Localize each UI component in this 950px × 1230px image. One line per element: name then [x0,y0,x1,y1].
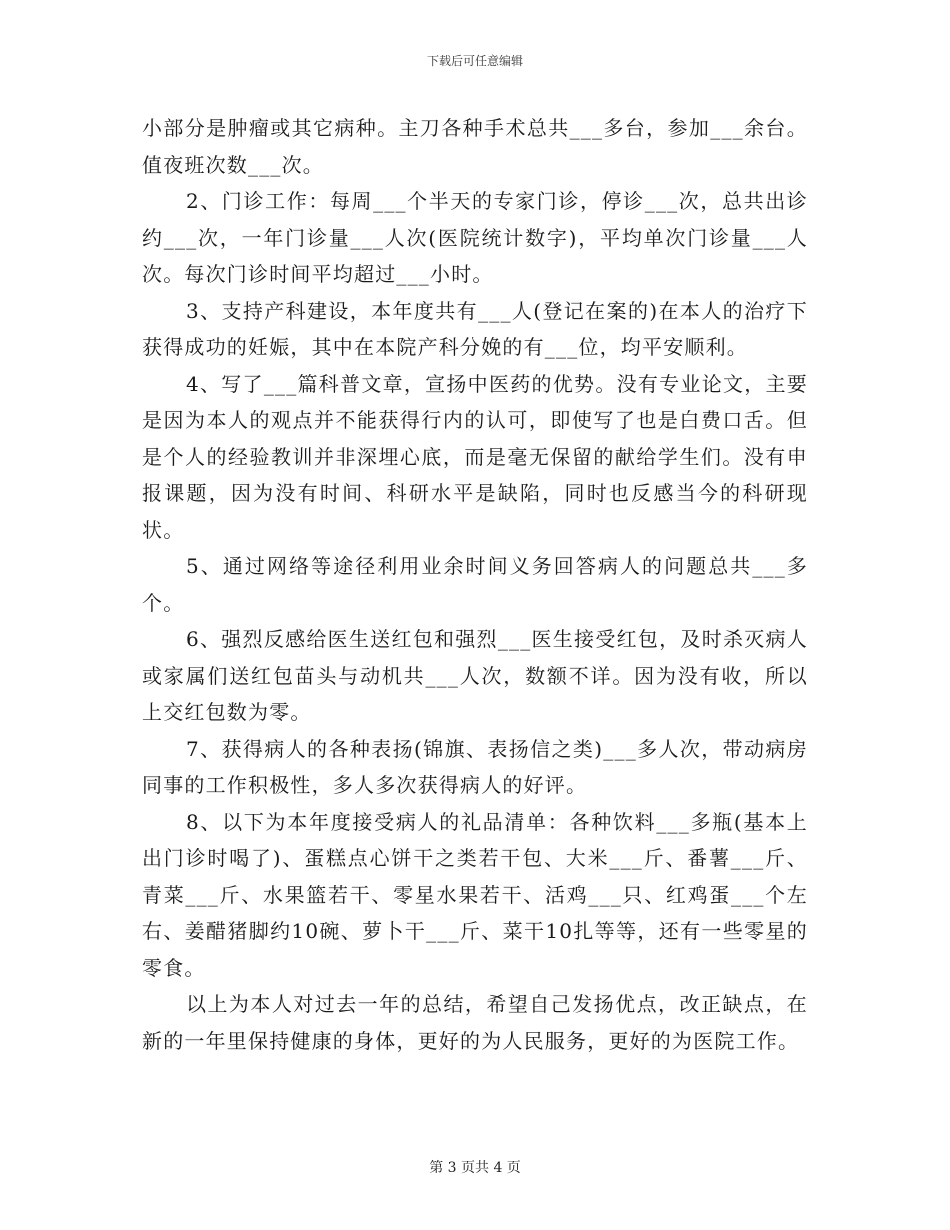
paragraph-item-4: 4、写了___篇科普文章，宣扬中医药的优势。没有专业论文，主要是因为本人的观点并不能获得行内的认可，即使写了也是白费口舌。但是个人的经验教训并非深埋心底，而是毫无保留的献给学生们。没有申报课题，因为没有时间、科研水平是缺陷，同时也反感当今的科研现状。 [142,371,808,542]
paragraph-item-6: 6、强烈反感给医生送红包和强烈___医生接受红包，及时杀灭病人或家属们送红包苗头与动机共___人次，数额不详。因为没有收，所以上交红包数为零。 [142,627,808,724]
paragraph-item-7: 7、获得病人的各种表扬(锦旗、表扬信之类)___多人次，带动病房同事的工作积极性，多人多次获得病人的好评。 [142,736,808,797]
paragraph-item-5: 5、通过网络等途径利用业余时间义务回答病人的问题总共___多个。 [142,554,808,615]
page-footer: 第 3 页共 4 页 [429,1160,521,1176]
paragraph-conclusion: 以上为本人对过去一年的总结，希望自己发扬优点，改正缺点，在新的一年里保持健康的身体，更好的为人民服务，更好的为医院工作。 [142,992,808,1053]
paragraph-item-3: 3、支持产科建设，本年度共有___人(登记在案的)在本人的治疗下获得成功的妊娠，其中在本院产科分娩的有___位，均平安顺利。 [142,298,808,359]
paragraph-item-2: 2、门诊工作：每周___个半天的专家门诊，停诊___次，总共出诊约___次，一年门诊量___人次(医院统计数字)，平均单次门诊量___人次。每次门诊时间平均超过___小时。 [142,189,808,286]
paragraph-continued: 小部分是肿瘤或其它病种。主刀各种手术总共___多台，参加___余台。值夜班次数___次。 [142,116,808,177]
document-body [142,110,808,1059]
page-header: 下载后可任意编辑 [426,54,523,68]
paragraph-item-8: 8、以下为本年度接受病人的礼品清单：各种饮料___多瓶(基本上出门诊时喝了)、蛋糕点心饼干之类若干包、大米___斤、番薯___斤、青菜___斤、水果篮若干、零星水果若干、活鸡___只、红鸡蛋___个左右、姜醋猪脚约10碗、萝卜干___斤、菜干10扎等等，还有一些零星的零食。 [142,809,808,980]
